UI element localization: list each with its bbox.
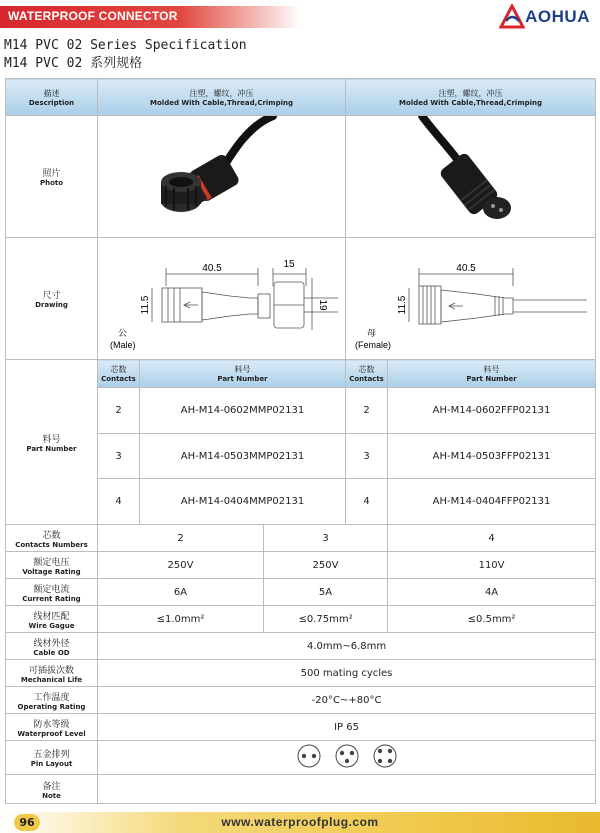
male-part-number: AH-M14-0602MMP02131 — [140, 388, 346, 434]
note-row — [6, 775, 596, 804]
female-dim-height: 11.5 — [396, 295, 408, 315]
current-row — [6, 579, 596, 606]
page-number: 96 — [14, 814, 40, 831]
note-label: 备注 Note — [6, 775, 98, 804]
brand-logo — [499, 3, 590, 31]
female-label-en: (Female) — [354, 340, 391, 350]
op-rating-label: 工作温度 Operating Rating — [6, 687, 98, 714]
female-connector-photo-icon — [347, 116, 595, 234]
male-part-header: 料号 Part Number — [140, 360, 346, 388]
contacts-value: 2 — [98, 525, 264, 552]
wire-value: ≤1.0mm² — [98, 606, 264, 633]
description-left: 注塑，螺纹，冲压 Molded With Cable,Thread,Crimping — [98, 79, 346, 116]
female-drawing-icon — [347, 238, 595, 356]
page-titles — [4, 37, 247, 73]
male-label-cn: 公 — [118, 328, 128, 338]
pin-layout-icon — [287, 741, 407, 771]
male-dim-nut-height: 19 — [317, 299, 328, 311]
female-part-number: AH-M14-0602FFP02131 — [388, 388, 596, 434]
drawing-label: 尺寸 Drawing — [6, 238, 98, 360]
wire-value: ≤0.5mm² — [388, 606, 596, 633]
voltage-row — [6, 552, 596, 579]
mech-life-value: 500 mating cycles — [98, 660, 596, 687]
current-label: 额定电流 Current Rating — [6, 579, 98, 606]
description-right: 注塑，螺纹，冲压 Molded With Cable,Thread,Crimping — [346, 79, 596, 116]
waterproof-row — [6, 714, 596, 741]
female-part-number: AH-M14-0503FFP02131 — [388, 434, 596, 479]
note-value — [98, 775, 596, 804]
cable-od-row — [6, 633, 596, 660]
male-dim-length: 40.5 — [202, 263, 222, 274]
male-photo — [98, 116, 346, 238]
female-dim-length: 40.5 — [455, 263, 476, 274]
female-part-number: AH-M14-0404FFP02131 — [388, 479, 596, 525]
website-url[interactable]: www.waterproofplug.com — [221, 815, 379, 829]
waterproof-value: IP 65 — [98, 714, 596, 741]
part-number-label: 料号 Part Number — [6, 360, 98, 525]
voltage-label: 额定电压 Voltage Rating — [6, 552, 98, 579]
voltage-value: 110V — [388, 552, 596, 579]
part-contacts: 4 — [98, 479, 140, 525]
mech-life-row — [6, 660, 596, 687]
current-value: 5A — [264, 579, 388, 606]
wire-row — [6, 606, 596, 633]
brand-name: AOHUA — [525, 7, 590, 26]
current-value: 4A — [388, 579, 596, 606]
header-banner — [0, 6, 300, 28]
contacts-label: 芯数 Contacts Numbers — [6, 525, 98, 552]
waterproof-label: 防水等级 Waterproof Level — [6, 714, 98, 741]
description-label: 描述 Description — [6, 79, 98, 116]
pin-layout-row — [6, 741, 596, 775]
photo-label: 照片 Photo — [6, 116, 98, 238]
cable-od-value: 4.0mm~6.8mm — [98, 633, 596, 660]
pin-layout-label: 五金排列 Pin Layout — [6, 741, 98, 775]
cable-od-label: 线材外径 Cable OD — [6, 633, 98, 660]
spec-table — [5, 78, 596, 804]
part-contacts: 3 — [98, 434, 140, 479]
female-part-header: 料号 Part Number — [388, 360, 596, 388]
op-rating-value: -20°C~+80°C — [98, 687, 596, 714]
female-drawing — [346, 238, 596, 360]
title-cn: M14 PVC 02 系列规格 — [4, 56, 143, 71]
current-value: 6A — [98, 579, 264, 606]
contacts-value: 4 — [388, 525, 596, 552]
female-contacts-header: 芯数 Contacts — [346, 360, 388, 388]
wire-value: ≤0.75mm² — [264, 606, 388, 633]
wire-label: 线材匹配 Wire Gague — [6, 606, 98, 633]
male-dim-height: 11.5 — [140, 295, 151, 315]
logo-mark-icon — [499, 4, 525, 30]
part-contacts: 3 — [346, 434, 388, 479]
voltage-value: 250V — [264, 552, 388, 579]
part-contacts: 4 — [346, 479, 388, 525]
female-photo — [346, 116, 596, 238]
male-drawing-icon — [98, 238, 346, 356]
male-drawing — [98, 238, 346, 360]
female-label-cn: 母 — [366, 328, 376, 338]
part-contacts: 2 — [98, 388, 140, 434]
part-contacts: 2 — [346, 388, 388, 434]
photo-row — [6, 116, 596, 238]
male-part-number: AH-M14-0404MMP02131 — [140, 479, 346, 525]
title-en: M14 PVC 02 Series Specification — [4, 38, 247, 53]
contacts-value: 3 — [264, 525, 388, 552]
description-row — [6, 79, 596, 116]
contacts-row — [6, 525, 596, 552]
part-number-header-row — [6, 360, 596, 388]
pin-layout-diagrams — [98, 741, 596, 775]
voltage-value: 250V — [98, 552, 264, 579]
male-connector-photo-icon — [98, 116, 346, 234]
drawing-row — [6, 238, 596, 360]
male-dim-nut-width: 15 — [283, 259, 295, 270]
male-part-number: AH-M14-0503MMP02131 — [140, 434, 346, 479]
male-contacts-header: 芯数 Contacts — [98, 360, 140, 388]
banner-text: WATERPROOF CONNECTOR — [8, 9, 178, 23]
op-rating-row — [6, 687, 596, 714]
male-label-en: (Male) — [110, 340, 136, 350]
mech-life-label: 可插拔次数 Mechanical Life — [6, 660, 98, 687]
